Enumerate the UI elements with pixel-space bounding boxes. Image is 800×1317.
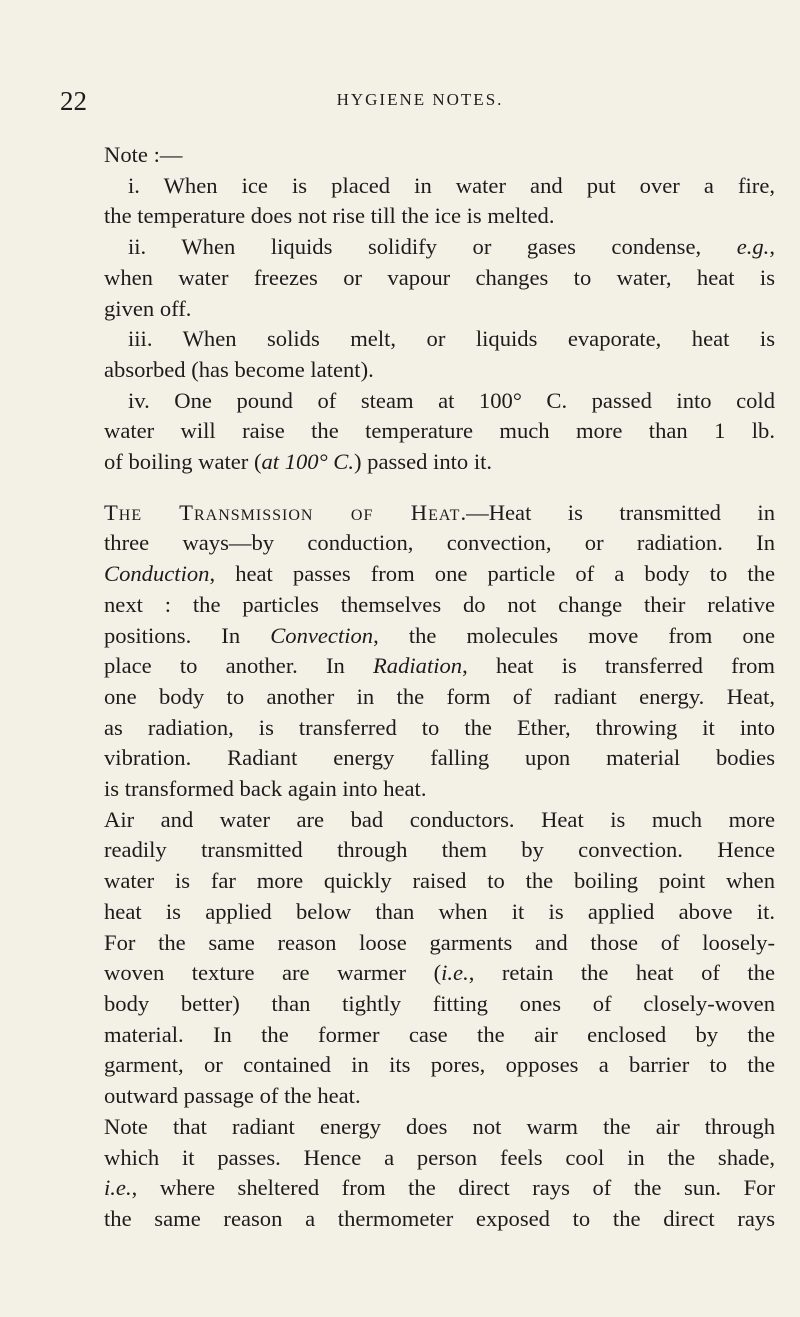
text-line: iii. When solids melt, or liquids evaporate, heat is [128, 326, 775, 352]
text-line: For the same reason loose garments and those of loosely- [104, 929, 775, 955]
text-line: given off. [104, 295, 192, 321]
text-line: vibration. Radiant energy falling upon material bodies [104, 745, 775, 771]
text-line: water is far more quickly raised to the boiling point when [104, 868, 775, 894]
text-line: outward passage of the heat. [104, 1083, 361, 1109]
text-line: i. When ice is placed in water and put over a fire, [128, 172, 775, 198]
text-line: Note that radiant energy does not warm the air through [104, 1113, 775, 1139]
body-text [104, 140, 775, 1235]
text-line: is transformed back again into heat. [104, 776, 427, 802]
text-line: body better) than tightly fitting ones of closely-woven [104, 990, 775, 1016]
text-line: next : the particles themselves do not change their relative [104, 591, 775, 617]
text-line: as radiation, is transferred to the Ether, throwing it into [104, 714, 775, 740]
text-line: positions. In Convection, the molecules move from one [104, 622, 775, 648]
paragraph-gap [104, 478, 775, 498]
page-header [60, 86, 780, 126]
text-line: iv. One pound of steam at 100° C. passed into cold [128, 387, 775, 413]
text-line: garment, or contained in its pores, opposes a barrier to the [104, 1052, 775, 1078]
page-number: 22 [60, 86, 87, 116]
text-line: ii. When liquids solidify or gases condense, e.g., [128, 234, 775, 260]
text-line: three ways—by conduction, convection, or radiation. In [104, 530, 775, 556]
text-line: water will raise the temperature much more than 1 lb. [104, 418, 775, 444]
section-heading-line: The Transmission of Heat.—Heat is transmitted in [104, 499, 775, 525]
section-heading: The Transmission of Heat [104, 499, 461, 525]
text-line: Air and water are bad conductors. Heat is much more [104, 806, 775, 832]
text-line: Conduction, heat passes from one particle of a body to the [104, 561, 775, 587]
text-line: the temperature does not rise till the ice is melted. [104, 203, 555, 229]
text-line: when water freezes or vapour changes to water, heat is [104, 264, 775, 290]
text-line: i.e., where sheltered from the direct rays of the sun. For [104, 1175, 775, 1201]
text-line: material. In the former case the air enclosed by the [104, 1021, 775, 1047]
text-line: of boiling water (at 100° C.) passed into it. [104, 449, 493, 475]
text-line: place to another. In Radiation, heat is transferred from [104, 653, 775, 679]
note-heading: Note :— [104, 142, 183, 167]
text-line: readily transmitted through them by convection. Hence [104, 837, 775, 863]
text-line: the same reason a thermometer exposed to the direct rays [104, 1205, 775, 1231]
text-line: which it passes. Hence a person feels cool in the shade, [104, 1144, 775, 1170]
text-line: heat is applied below than when it is applied above it. [104, 898, 775, 924]
text-line: woven texture are warmer (i.e., retain the heat of the [104, 960, 775, 986]
text-line: one body to another in the form of radiant energy. Heat, [104, 683, 775, 709]
text-line: absorbed (has become latent). [104, 356, 374, 382]
running-title: HYGIENE NOTES. [336, 90, 504, 109]
